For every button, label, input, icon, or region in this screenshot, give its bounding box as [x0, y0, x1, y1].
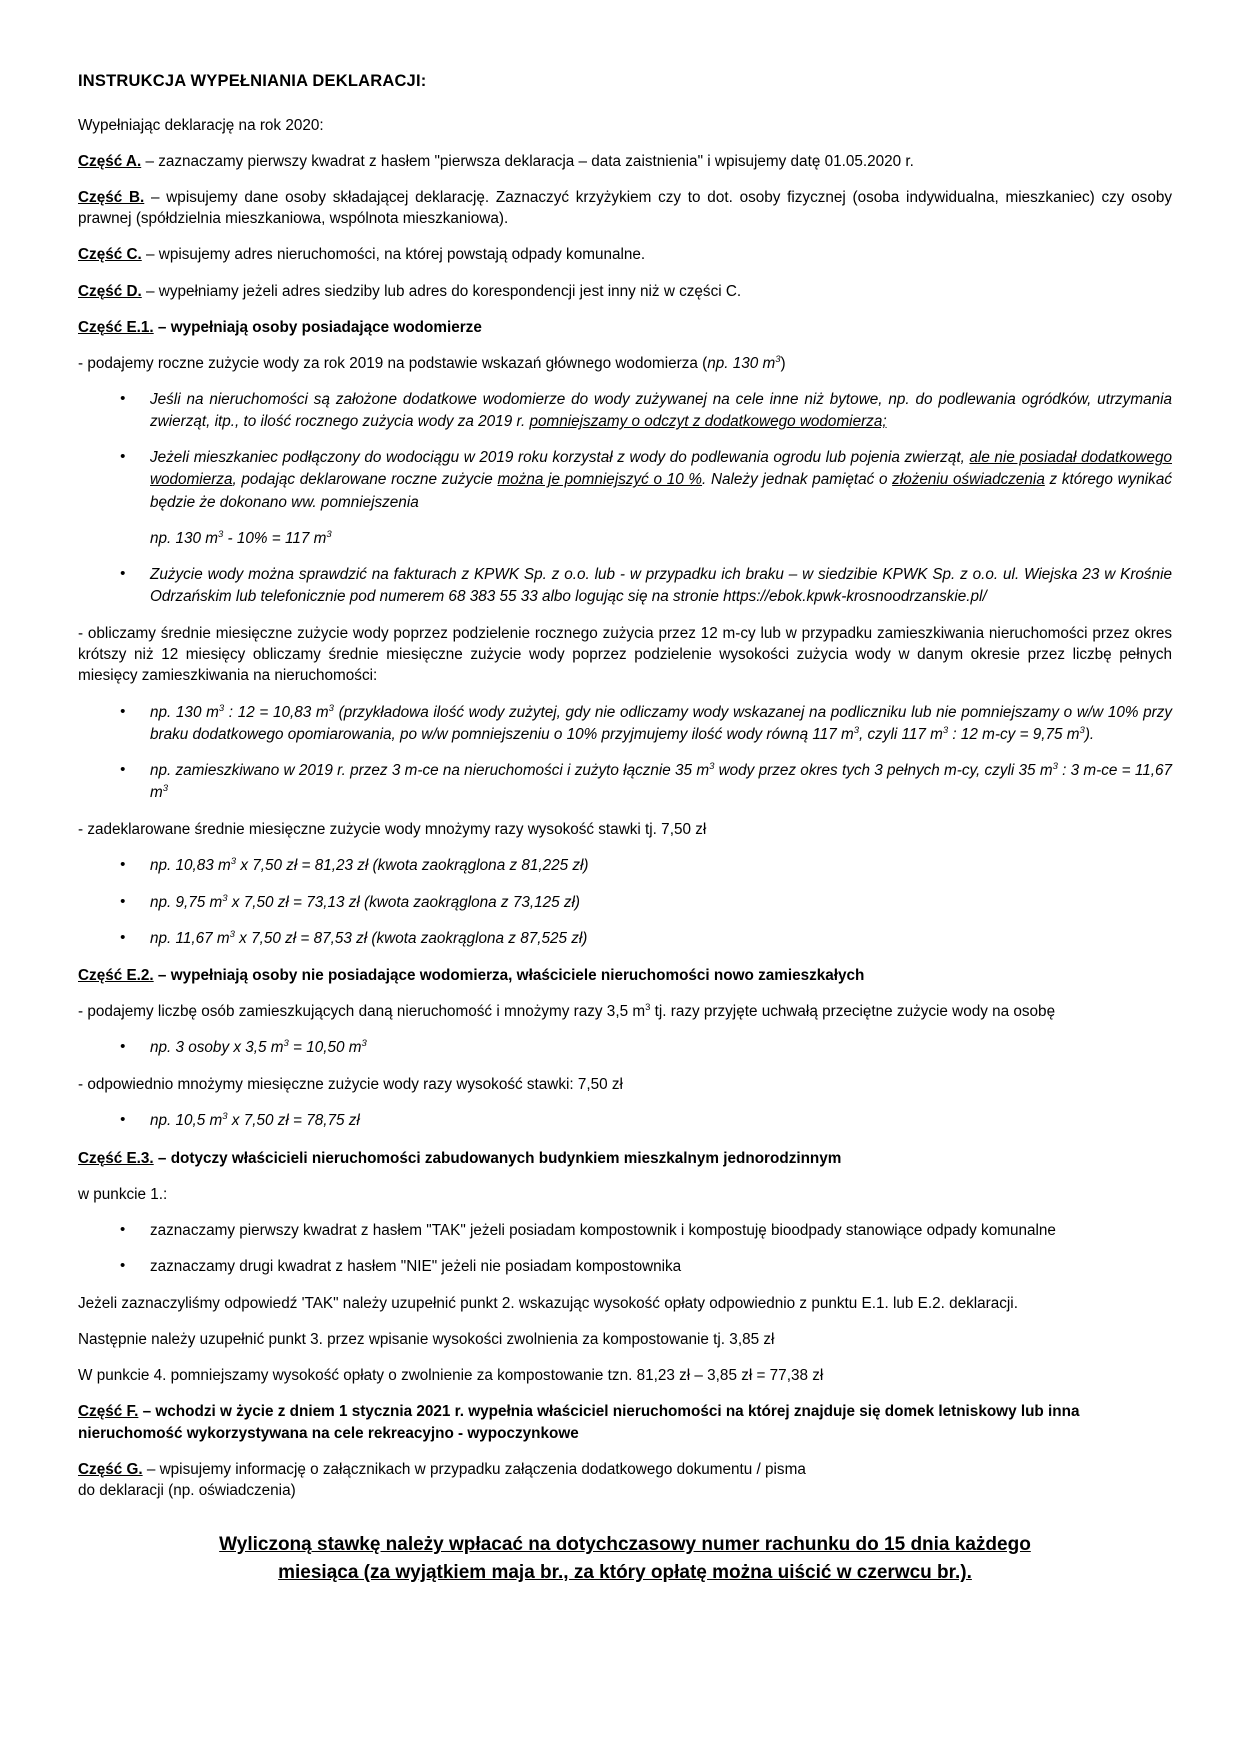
bullet-seg2-underlined: ale nie posiadał dodatkowego wodomierza: [150, 449, 1172, 489]
closing-line-2: miesiąca (za wyjątkiem maja br., za który opłatę można uiścić w czerwcu br.).: [278, 1562, 972, 1584]
list-item: [78, 855, 1172, 877]
list-item: [78, 760, 1172, 804]
e2-bullet1-b: = 10,50 m: [288, 1039, 362, 1057]
section-g-paragraph: [78, 1459, 1172, 1501]
section-d-text: – wypełniamy jeżeli adres siedziby lub adres do korespondencji jest inny niż w części C.: [141, 282, 742, 300]
calc-e: : 12 m-cy = 9,75 m: [948, 725, 1080, 743]
superscript-cubic: 3: [942, 724, 949, 736]
list-item: [78, 702, 1172, 746]
superscript-cubic: 3: [222, 892, 228, 904]
bullet-seg4-underlined: można je pomniejszyć o 10 %: [497, 471, 703, 489]
section-a-text: – zaznaczamy pierwszy kwadrat z hasłem "pierwsza deklaracja – data zaistnienia" i wpisujemy datę 01.05.2020 r.: [141, 153, 914, 171]
section-d-paragraph: [78, 281, 1172, 302]
section-c-text: – wpisujemy adres nieruchomości, na której powstają odpady komunalne.: [141, 246, 646, 264]
superscript-cubic: 3: [218, 528, 224, 540]
list-item: [78, 892, 1172, 914]
section-e1-bullet-list: [78, 389, 1172, 608]
list-item: • zaznaczamy drugi kwadrat z hasłem "NIE" jeżeli nie posiadam kompostownika: [78, 1256, 1172, 1278]
bullet-seg7: z którego wynikać będzie że dokonano ww. pomniejszenia: [150, 471, 1172, 511]
list-item: [78, 389, 1172, 433]
e2-para-a-rest: tj. razy przyjęte uchwałą przeciętne zużycie wody na osobę: [650, 1003, 1056, 1020]
section-e2-paragraph-a: [78, 1001, 1172, 1022]
calc-b: : 12 = 10,83 m: [224, 703, 329, 721]
bullet-seg5: . Należy jednak pamiętać o: [702, 471, 893, 489]
section-b-text: – wpisujemy dane osoby składającej deklarację. Zaznaczyć krzyżykiem czy to dot. osoby fizycznej (osoba indywidualna, mieszkaniec) czy osoby prawnej (spółdzielnia mieszkaniowa, wspólnota mieszkaniowa).: [78, 189, 1172, 228]
superscript-cubic: 3: [853, 724, 860, 736]
rate-b: x 7,50 zł = 81,23 zł (kwota zaokrąglona z 81,225 zł): [236, 857, 589, 875]
e2-bullet1-a: np. 3 osoby x 3,5 m: [150, 1039, 284, 1057]
section-b-label: Część B.: [78, 189, 145, 207]
section-e1-intro-plain: - podajemy roczne zużycie wody za rok 2019 na podstawie wskazań głównego wodomierza (: [78, 354, 708, 372]
calc-d: , czyli 117 m: [859, 725, 943, 743]
rate-b: x 7,50 zł = 73,13 zł (kwota zaokrąglona z 73,125 zł): [227, 893, 581, 911]
superscript-cubic: 3: [328, 702, 334, 714]
section-e1-calc-paragraph: - obliczamy średnie miesięczne zużycie wody poprzez podzielenie rocznego zużycia przez 12 m-cy lub w przypadku zamieszkiwania nieruchomości przez okres krótszy niż 12 miesięcy obliczamy średnie miesięczne zużycie wody poprzez podzielenie wysokości zużycia wody w danym okresie przez liczbę pełnych miesięcy zamieszkiwania na nieruchomości:: [78, 625, 1172, 685]
bullet-seg6-underlined: złożeniu oświadczenia: [892, 471, 1045, 489]
list-item: • zaznaczamy pierwszy kwadrat z hasłem "TAK" jeżeli posiadam kompostownik i kompostuję bioodpady stanowiące odpady komunalne: [78, 1220, 1172, 1242]
calc-f: ).: [1084, 725, 1095, 743]
bullet-seg1: Jeżeli mieszkaniec podłączony do wodociągu w 2019 roku korzystał z wody do podlewania ogrodu lub pojenia zwierząt,: [150, 449, 970, 467]
section-e1-heading: [78, 317, 1172, 338]
list-item: [78, 564, 1172, 608]
bullet-example-line: [150, 528, 1172, 550]
section-f-paragraph: [78, 1401, 1172, 1443]
superscript-cubic: 3: [283, 1038, 289, 1050]
calc-a: np. 130 m: [150, 703, 219, 721]
section-e1-rate-bullet-list: [78, 855, 1172, 950]
intro-paragraph: Wypełniając deklarację na rok 2020:: [78, 117, 324, 134]
list-item: [78, 1037, 1172, 1059]
section-e3-after-2: Następnie należy uzupełnić punkt 3. przez wpisanie wysokości zwolnienia za kompostowanie tj. 3,85 zł: [78, 1331, 775, 1349]
list-item: [78, 928, 1172, 950]
section-e1-intro-italic: np. 130 m: [707, 354, 776, 372]
rate-b: x 7,50 zł = 87,53 zł (kwota zaokrąglona z 87,525 zł): [234, 929, 588, 947]
section-e1-rate-paragraph: - zadeklarowane średnie miesięczne zużycie wody mnożymy razy wysokość stawki tj. 7,50 zł: [78, 821, 707, 839]
section-e3-label: Część E.3.: [78, 1149, 154, 1167]
rate-a: np. 10,83 m: [150, 857, 231, 875]
bullet-text-part1: Jeśli na nieruchomości są założone dodatkowe wodomierze do wody zużywanej na cele inne niż bytowe, np. do podlewania ogródków, utrzymania zwierząt, itp., to ilość rocznego zużycia wody za 2019 r.: [150, 390, 1172, 431]
e2-bullet2-b: x 7,50 zł = 78,75 zł: [227, 1112, 360, 1130]
section-b-paragraph: [78, 187, 1172, 229]
calc-a: np. zamieszkiwano w 2019 r. przez 3 m-ce na nieruchomości i zużyto łącznie 35 m: [150, 761, 710, 779]
section-e3-after-3: W punkcie 4. pomniejszamy wysokość opłaty o zwolnienie za kompostowanie tzn. 81,23 zł – 3,85 zł = 77,38 zł: [78, 1367, 824, 1385]
section-e2-bullet-list-2: [78, 1110, 1172, 1132]
page-title: INSTRUKCJA WYPEŁNIANIA DEKLARACJI:: [78, 72, 427, 90]
section-e1-heading-text: – wypełniają osoby posiadające wodomierze: [153, 318, 482, 336]
calc-b: wody przez okres tych 3 pełnych m-cy, czyli 35 m: [714, 761, 1053, 779]
list-item: [78, 1110, 1172, 1132]
superscript-cubic: 3: [162, 783, 169, 794]
superscript-cubic: 3: [775, 353, 781, 365]
section-e3-bullet-list: [78, 1220, 1172, 1278]
superscript-cubic: 3: [222, 1111, 228, 1123]
bullet-text-underlined: pomniejszamy o odczyt z dodatkowego wodomierza;: [529, 413, 887, 431]
e2-para-a: - podajemy liczbę osób zamieszkujących daną nieruchomość i mnożymy razy 3,5 m: [78, 1003, 646, 1020]
section-e3-point-intro: w punkcie 1.:: [78, 1185, 168, 1203]
closing-line-1: Wyliczoną stawkę należy wpłacać na dotychczasowy numer rachunku do 15 dnia każdego: [219, 1533, 1031, 1555]
section-g-line2: do deklaracji (np. oświadczenia): [78, 1481, 296, 1499]
e2-bullet2-a: np. 10,5 m: [150, 1112, 223, 1130]
section-e2-heading: [78, 965, 1172, 986]
calc-c: : 3 m-ce = 11,67 m: [150, 761, 1173, 802]
superscript-cubic: 3: [709, 760, 715, 772]
section-g-label: Część G.: [78, 1460, 143, 1478]
superscript-cubic: 3: [218, 702, 225, 714]
calc-c: (przykładowa ilość wody zużytej, gdy nie odliczamy wody wskazanej na podliczniku lub nie pomniejszamy o w/w 10% przy braku dodatkowego opomiarowania, po w/w pomniejszeniu o 10% przyjmujemy ilość wody równą 117 m: [150, 703, 1172, 743]
section-g-text: – wpisujemy informację o załącznikach w przypadku załączenia dodatkowego dokumentu / pisma: [142, 1460, 806, 1478]
superscript-cubic: 3: [645, 1001, 651, 1013]
rate-a: np. 11,67 m: [150, 929, 230, 947]
section-c-paragraph: [78, 244, 1172, 265]
section-d-label: Część D.: [78, 282, 142, 300]
section-e2-bullet-list-1: [78, 1037, 1172, 1059]
section-f-text: – wchodzi w życie z dniem 1 stycznia 2021 r. wypełnia właściciel nieruchomości na której znajduje się domek letniskowy lub inna nieruchomość wykorzystywana na cele rekreacyjno - wypoczynkowe: [78, 1403, 1080, 1442]
rate-a: np. 9,75 m: [150, 893, 223, 911]
section-e1-calc-bullet-list: [78, 702, 1172, 805]
section-e3-heading: [78, 1148, 1172, 1169]
list-item: [78, 447, 1172, 550]
example-b: - 10% = 117 m: [223, 529, 327, 547]
superscript-cubic: 3: [361, 1038, 367, 1050]
section-e2-paragraph-b: - odpowiednio mnożymy miesięczne zużycie wody razy wysokość stawki: 7,50 zł: [78, 1076, 623, 1094]
superscript-cubic: 3: [1079, 724, 1085, 736]
bullet-text: Zużycie wody można sprawdzić na fakturach z KPWK Sp. z o.o. lub - w przypadku ich braku – w siedzibie KPWK Sp. z o.o. ul. Wiejska 23 w Krośnie Odrzańskim lub telefonicznie pod numerem 68 383 55 33 albo logując się na stronie https://ebok.kpwk-krosnoodrzanskie.pl/: [150, 565, 1172, 606]
section-e3-after-1: Jeżeli zaznaczyliśmy odpowiedź 'TAK" należy uzupełnić punkt 2. wskazując wysokość opłaty odpowiednio z punktu E.1. lub E.2. deklaracji.: [78, 1295, 1018, 1313]
section-e2-heading-text: – wypełniają osoby nie posiadające wodomierza, właściciele nieruchomości nowo zamieszkałych: [153, 966, 865, 984]
superscript-cubic: 3: [326, 528, 332, 540]
bullet-seg3: , podając deklarowane roczne zużycie: [232, 471, 498, 489]
section-e3-heading-text: – dotyczy właścicieli nieruchomości zabudowanych budynkiem mieszkalnym jednorodzinnym: [153, 1149, 842, 1167]
superscript-cubic: 3: [230, 856, 237, 868]
example-a: np. 130 m: [150, 529, 219, 547]
closing-statement: [78, 1531, 1172, 1588]
section-f-label: Część F.: [78, 1403, 139, 1421]
section-c-label: Część C.: [78, 246, 142, 264]
section-a-paragraph: [78, 151, 1172, 172]
section-e2-label: Część E.2.: [78, 966, 154, 984]
superscript-cubic: 3: [1052, 760, 1058, 772]
superscript-cubic: 3: [229, 928, 235, 940]
section-a-label: Część A.: [78, 153, 142, 171]
section-e1-intro-close: ): [780, 354, 786, 372]
section-e1-label: Część E.1.: [78, 318, 154, 336]
section-e1-intro: [78, 353, 1172, 374]
